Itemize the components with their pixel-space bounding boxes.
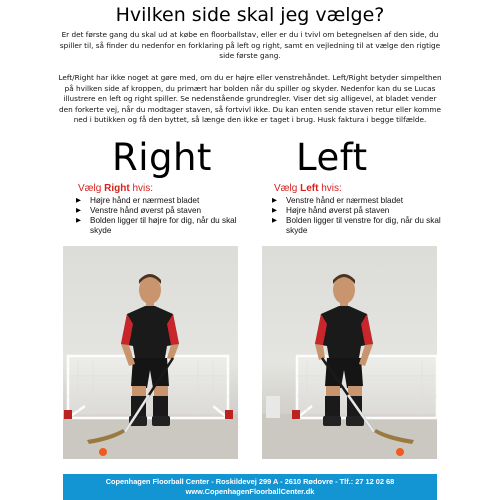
page-title: Hvilken side skal jeg vælge? bbox=[115, 4, 385, 26]
footer-website-link[interactable]: www.CopenhagenFloorballCenter.dk bbox=[185, 487, 315, 496]
right-heading: Right bbox=[112, 136, 212, 179]
right-choose-suffix: hvis: bbox=[129, 183, 154, 194]
left-rule-item: ▶ Bolden ligger til venstre for dig, når du skal skyde bbox=[272, 216, 452, 236]
right-rules-list bbox=[76, 196, 246, 236]
footer-address: Copenhagen Floorball Center - Roskildevej 299 A - 2610 Rødovre - Tlf.: 27 12 02 68 bbox=[105, 477, 395, 486]
right-player-illustration bbox=[63, 246, 238, 459]
left-choose-label bbox=[274, 183, 342, 194]
right-choose-prefix: Vælg bbox=[78, 183, 105, 194]
explanation-paragraph: Left/Right har ikke noget at gøre med, om du er højre eller venstrehåndet. Left/Right betyder simpelthen på hvilken side af kroppen, du primært har bolden når du spiller og skyder. Nedenfor kan du se Lucas illustrere en left og right spiller. Se nedenstående grundregler. Viser det sig alligevel, at bladet vender den forkerte vej, når du modtager staven, så fortvivl ikke. Du kan enten sende staven retur eller komme ned i butikken og få den byttet, så længe den ikke er taget i brug. Husk faktura i begge tilfælde. bbox=[58, 73, 442, 125]
right-choose-label bbox=[78, 183, 153, 194]
right-choose-word: Right bbox=[104, 183, 130, 194]
left-rules-list bbox=[272, 196, 452, 236]
left-choose-suffix: hvis: bbox=[318, 183, 342, 194]
left-choose-prefix: Vælg bbox=[274, 183, 301, 194]
left-heading: Left bbox=[296, 136, 368, 179]
right-rule-item: ▶ Bolden ligger til højre for dig, når du skal skyde bbox=[76, 216, 246, 236]
left-rule-item: ▶ Højre hånd øverst på staven bbox=[272, 206, 452, 216]
right-rule-item: ▶ Højre hånd er nærmest bladet bbox=[76, 196, 246, 206]
footer-bar bbox=[63, 474, 437, 500]
left-choose-word: Left bbox=[300, 183, 319, 194]
left-player-photo bbox=[262, 246, 437, 459]
right-player-photo bbox=[63, 246, 238, 459]
left-rule-item: ▶ Venstre hånd er nærmest bladet bbox=[272, 196, 452, 206]
intro-paragraph: Er det første gang du skal ud at købe en floorballstav, eller er du i tvivl om betegnelsen af den side, du spiller til, så finder du nedenfor en forklaring på left og right, samt en vejledning til at vælge den rigtige side første gang. bbox=[59, 30, 441, 61]
right-rule-item: ▶ Venstre hånd øverst på staven bbox=[76, 206, 246, 216]
left-player-illustration bbox=[262, 246, 437, 459]
